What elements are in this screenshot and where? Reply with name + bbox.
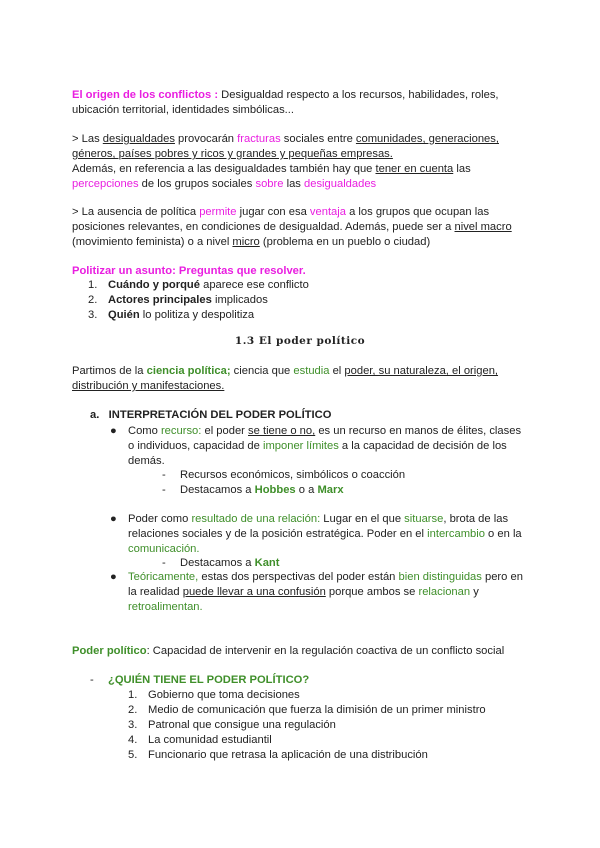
list-item <box>88 293 309 308</box>
text-span: puede llevar a una confusión <box>182 586 326 598</box>
text-span: Kant <box>254 557 280 569</box>
who-has-power-list <box>128 688 486 763</box>
sub-item <box>162 483 344 498</box>
list-number: 3. <box>128 719 138 731</box>
definition-label: Poder político <box>72 645 147 657</box>
politicize-title <box>72 264 532 279</box>
list-text: Gobierno que toma decisiones <box>148 689 300 701</box>
list-item <box>128 748 486 763</box>
text-span: Destacamos a <box>180 484 255 496</box>
list-text: lo politiza y despolitiza <box>139 309 255 321</box>
politicize-title-text: Politizar un asunto: Preguntas que resolver. <box>72 265 306 277</box>
who-has-power-heading <box>90 673 309 688</box>
definition-text: : Capacidad de intervenir en la regulación coactiva de un conflicto social <box>146 645 505 657</box>
list-number: 2. <box>128 704 138 716</box>
text-span: se tiene o no, <box>248 425 316 437</box>
list-item <box>88 308 309 323</box>
dash-icon: - <box>162 557 166 569</box>
list-item <box>128 688 486 703</box>
text-span: Como <box>128 425 161 437</box>
text-span: sobre <box>255 178 284 190</box>
text-span: estudia <box>293 365 330 377</box>
who-has-power-title: ¿QUIÉN TIENE EL PODER POLÍTICO? <box>108 674 310 686</box>
text-span: provocarán <box>174 133 238 145</box>
bullet-icon: ● <box>110 513 117 525</box>
list-text: Funcionario que retrasa la aplicación de una distribución <box>148 749 428 761</box>
text-span: pero en la realidad <box>128 571 523 598</box>
text-span: > La ausencia de política <box>72 206 200 218</box>
list-text: Medio de comunicación que fuerza la dimisión de un primer ministro <box>148 704 486 716</box>
text-span: las <box>283 178 304 190</box>
political-power-definition <box>72 644 532 659</box>
text-span: estas dos perspectivas del poder están <box>198 571 399 583</box>
text-span: intercambio <box>427 528 485 540</box>
text-span: porque ambos se <box>325 586 419 598</box>
text-span: tener en cuenta <box>375 163 454 175</box>
text-span: el poder <box>201 425 249 437</box>
text-span: poder, su naturaleza, el origen, distribución y manifestaciones. <box>72 365 499 392</box>
list-item <box>88 278 309 293</box>
list-bold: Quién <box>108 309 140 321</box>
list-text: aparece ese conflicto <box>200 279 309 291</box>
bullet-theory <box>110 570 528 615</box>
list-number: 5. <box>128 749 138 761</box>
text-span: ciencia política; <box>146 365 231 377</box>
text-span: ciencia que <box>230 365 294 377</box>
bullet-icon: ● <box>110 571 117 583</box>
text-span: imponer límites <box>262 440 339 452</box>
text-span: las <box>453 163 471 175</box>
interpretation-heading <box>90 408 331 423</box>
dash-icon: - <box>90 674 94 686</box>
text-span: o a <box>295 484 318 496</box>
politicize-list <box>88 278 309 323</box>
text-span: recurso: <box>160 425 202 437</box>
dash-icon: - <box>162 484 166 496</box>
text-span: y <box>470 586 479 598</box>
text-span: ventaja <box>309 206 346 218</box>
sub-item <box>162 556 280 571</box>
text-span: desigualdades <box>102 133 175 145</box>
list-number: 1. <box>88 279 98 291</box>
text-span: es un recurso en manos de élites, clases o individuos, capacidad de <box>128 425 522 452</box>
dash-icon: - <box>162 469 166 481</box>
text-span: bien distinguidas <box>398 571 482 583</box>
text-span: a la capacidad de decisión de los demás. <box>128 440 507 467</box>
text-span: o en la <box>484 528 522 540</box>
list-item <box>128 718 486 733</box>
text-span: Marx <box>317 484 344 496</box>
interpretation-label: a. <box>90 409 100 421</box>
interpretation-title: INTERPRETACIÓN DEL PODER POLÍTICO <box>108 409 332 421</box>
text-span: Poder como <box>128 513 192 525</box>
text-span: retroalimentan. <box>128 601 203 613</box>
list-bold: Cuándo y porqué <box>108 279 200 291</box>
list-text: Patronal que consigue una regulación <box>148 719 336 731</box>
list-item <box>128 733 486 748</box>
text-span: comunidades, generaciones, géneros, países pobres y ricos y grandes y pequeñas empresas. <box>72 133 499 160</box>
text-span: > Las <box>72 133 103 145</box>
bullet-icon: ● <box>110 425 117 437</box>
text-span: comunicación. <box>128 543 200 555</box>
text-span: sociales entre <box>280 133 356 145</box>
text-span: relacionan <box>418 586 471 598</box>
origin-paragraph <box>72 88 532 118</box>
text-span: permite <box>199 206 237 218</box>
text-span: Destacamos a <box>180 557 255 569</box>
text-span: desigualdades <box>304 178 377 190</box>
text-span: percepciones <box>72 178 139 190</box>
absence-paragraph <box>72 205 532 250</box>
text-span: fracturas <box>237 133 281 145</box>
text-span: de los grupos sociales <box>138 178 256 190</box>
inequality-paragraph <box>72 132 532 192</box>
origin-text: Desigualdad respecto a los recursos, habilidades, roles, ubicación territorial, identidades simbólicas... <box>72 89 499 116</box>
text-span: (movimiento feminista) o a nivel <box>72 236 233 248</box>
list-number: 1. <box>128 689 138 701</box>
list-text: implicados <box>211 294 268 306</box>
text-span: Recursos económicos, simbólicos o coacción <box>180 469 406 481</box>
text-span: el <box>329 365 345 377</box>
text-span: a los grupos que ocupan las posiciones relevantes, en condiciones de desigualdad. Además, puede ser a <box>72 206 490 233</box>
political-science-paragraph <box>72 364 532 394</box>
list-number: 4. <box>128 734 138 746</box>
list-item <box>128 703 486 718</box>
text-span: Además, en referencia a las desigualdades también hay que <box>72 163 376 175</box>
text-span: Lugar en el que <box>320 513 405 525</box>
text-span: , brota de las relaciones sociales y de la posición estratégica. Poder en el <box>128 513 509 540</box>
text-span: micro <box>232 236 260 248</box>
origin-label: El origen de los conflictos : <box>72 89 219 101</box>
list-number: 2. <box>88 294 98 306</box>
list-text: La comunidad estudiantil <box>148 734 272 746</box>
text-span: Partimos de la <box>72 365 147 377</box>
text-span: jugar con esa <box>236 206 310 218</box>
text-span: nivel macro <box>454 221 512 233</box>
text-span: Hobbes <box>254 484 296 496</box>
sub-item <box>162 468 405 483</box>
list-bold: Actores principales <box>108 294 212 306</box>
text-span: Teóricamente, <box>128 571 199 583</box>
list-number: 3. <box>88 309 98 321</box>
text-span: resultado de una relación: <box>191 513 321 525</box>
text-span: (problema en un pueblo o ciudad) <box>259 236 431 248</box>
bullet-relation <box>110 512 528 557</box>
text-span: situarse <box>404 513 444 525</box>
bullet-resource <box>110 424 528 469</box>
section-heading: 1.3 El poder político <box>234 335 366 347</box>
